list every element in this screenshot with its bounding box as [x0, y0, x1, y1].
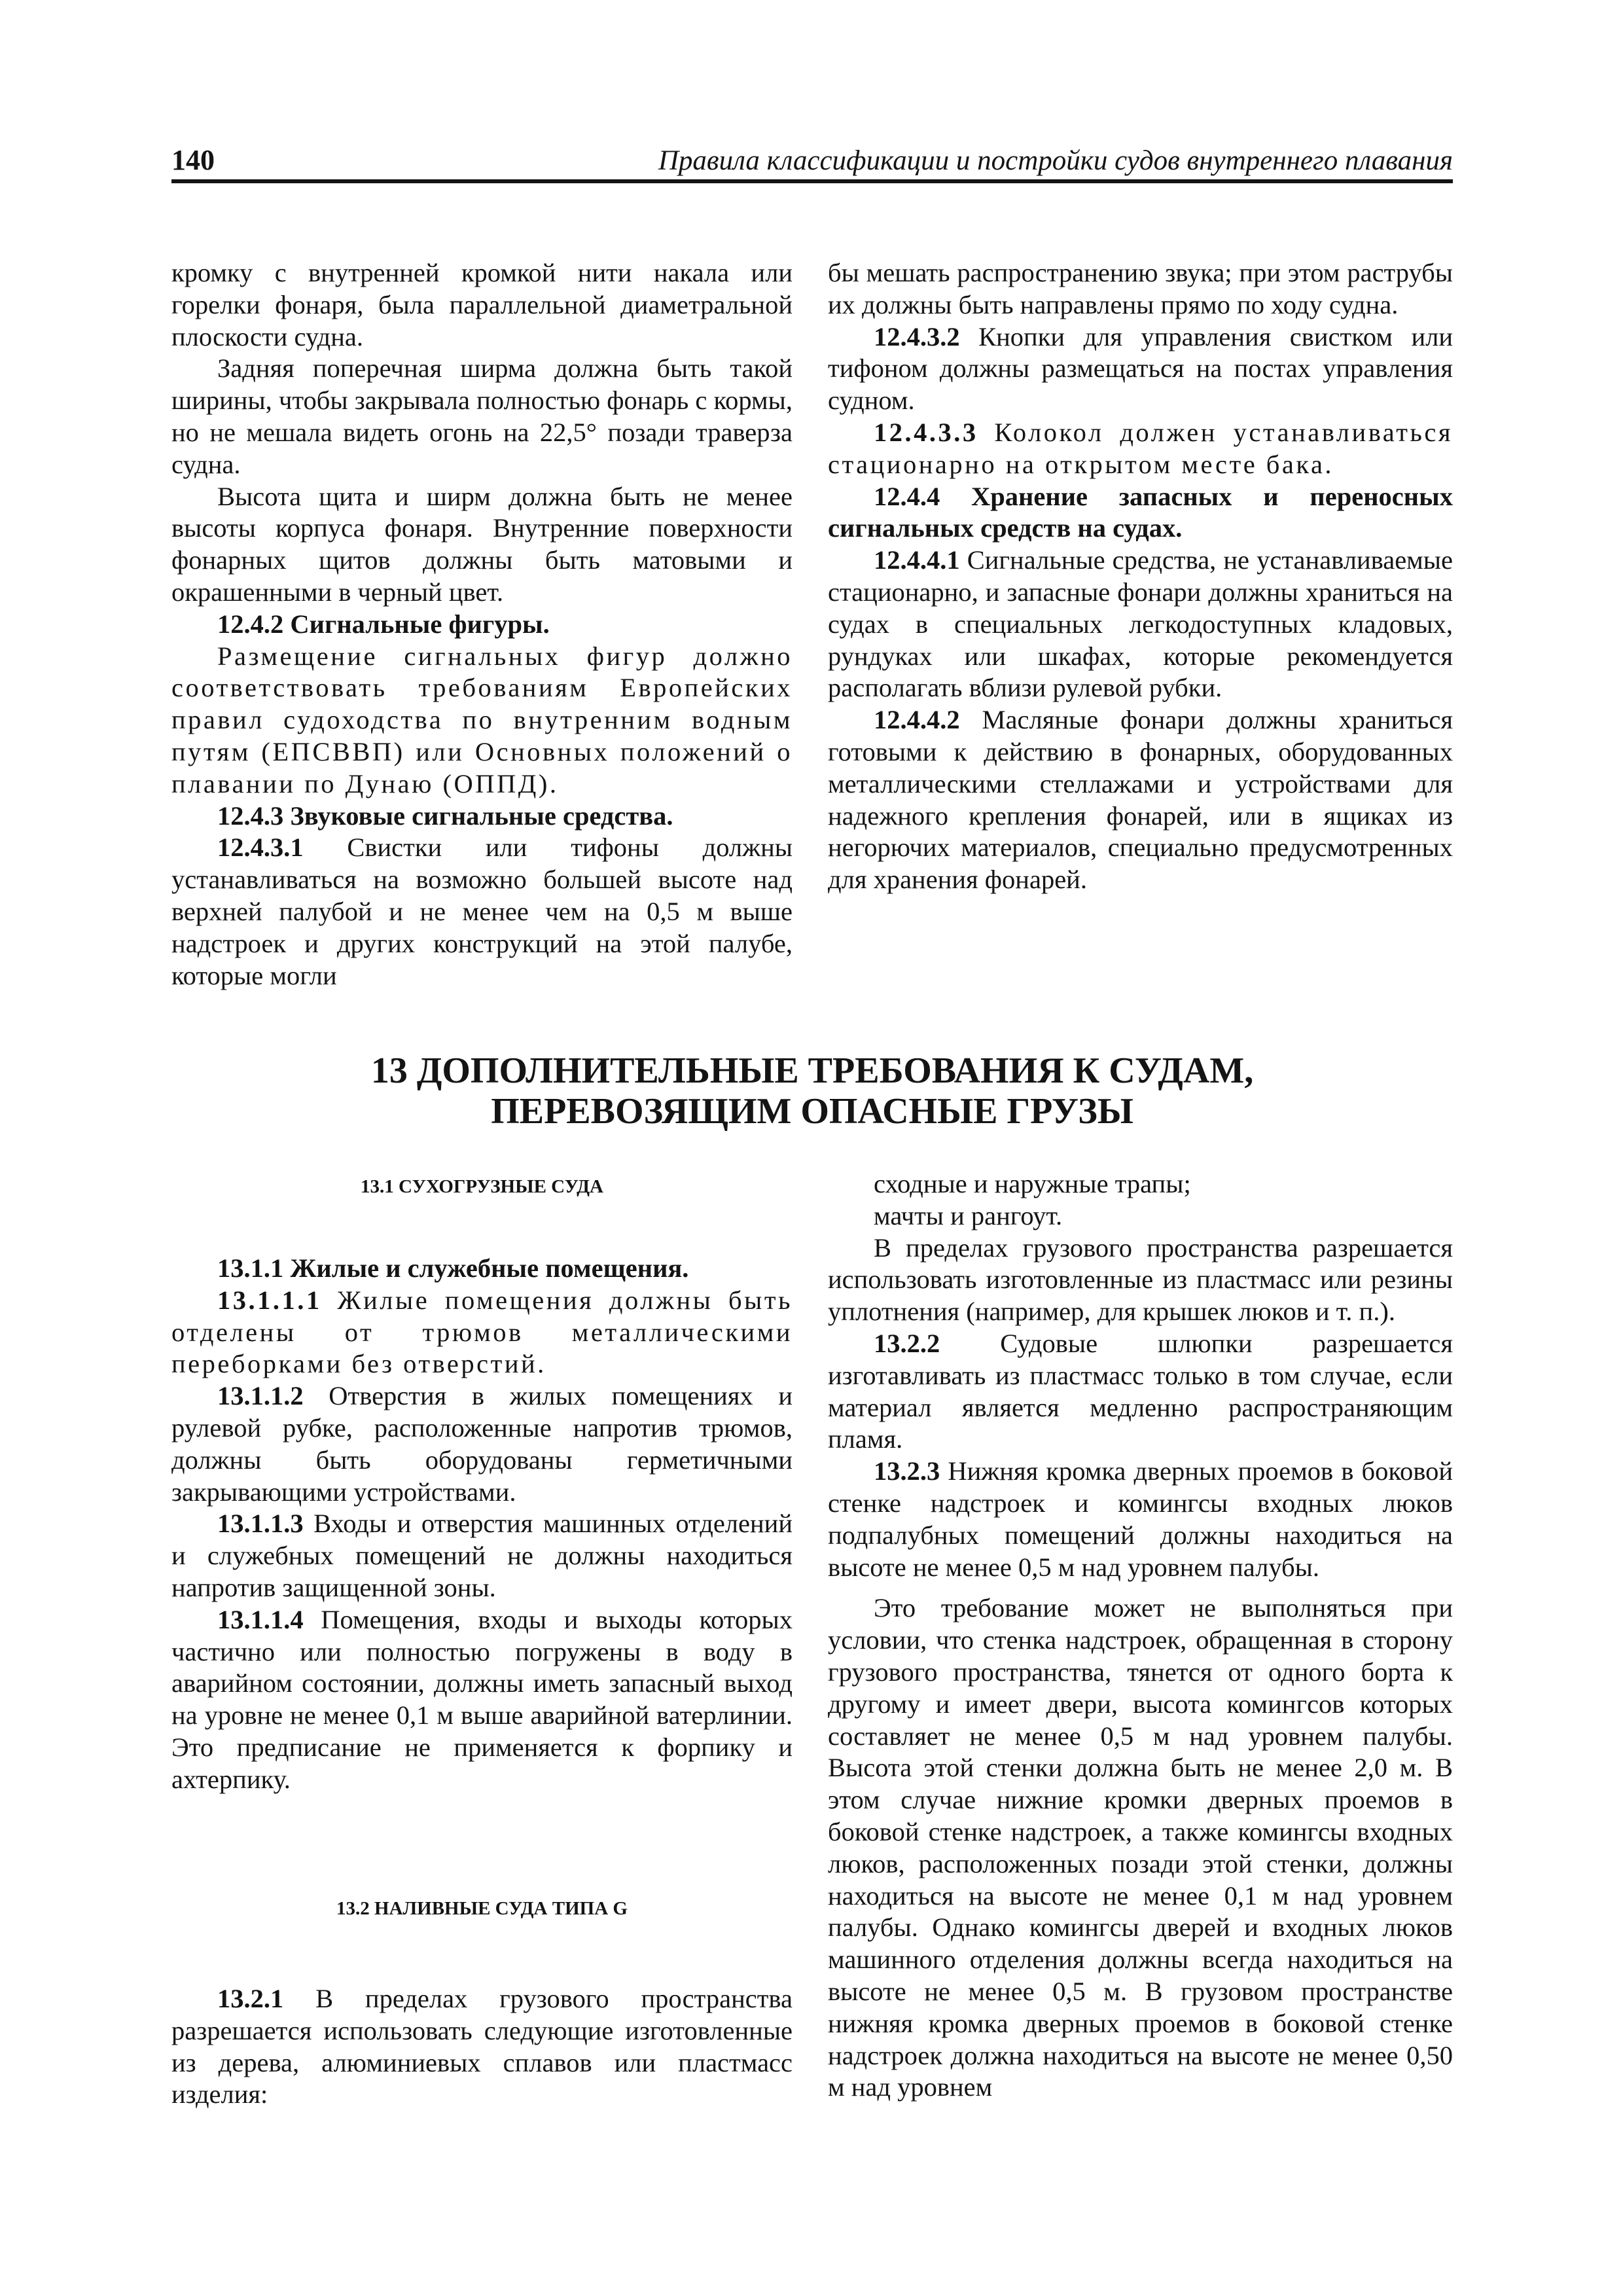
- numbered-paragraph: 12.4.4.1 Сигнальные средства, не устанавливаемые стационарно, и запасные фонари должны храниться на судах в специальных легкодоступных кладовых, рундуках или шкафах, которые рекомендуется располагать вблизи рулевой рубки.: [828, 545, 1453, 703]
- paragraph: Размещение сигнальных фигур должно соответствовать требованиям Европейских правил судоходства по внутренним водным путям (ЕПСВВП) или Основных положений о плавании по Дунаю (ОППД).: [171, 641, 793, 798]
- clause-number: 12.4.4.1: [874, 545, 960, 575]
- clause-number: 12.4.3.3: [874, 417, 978, 447]
- numbered-paragraph: 13.2.3 Нижняя кромка дверных проемов в боковой стенке надстроек и комингсы входных люков подпалубных помещений должны находиться на высоте не менее 0,5 м над уровнем палубы.: [828, 1456, 1453, 1582]
- numbered-paragraph: 13.2.2 Судовые шлюпки разрешается изготавливать из пластмасс только в том случае, если материал является медленно распространяющим пламя.: [828, 1328, 1453, 1454]
- left-column-13-1: [171, 1253, 793, 1796]
- clause-number: 13.2.2: [874, 1328, 940, 1358]
- page-header: [171, 139, 1453, 183]
- section-title: 13 ДОПОЛНИТЕЛЬНЫЕ ТРЕБОВАНИЯ К СУДАМ, ПЕРЕВОЗЯЩИМ ОПАСНЫЕ ГРУЗЫ: [370, 1050, 1254, 1132]
- subsection-heading: 12.4.3 Звуковые сигнальные средства.: [217, 800, 673, 831]
- list-item: сходные и наружные трапы;: [874, 1169, 1191, 1198]
- clause-number: 13.2.3: [874, 1456, 940, 1486]
- right-column-top: [828, 257, 1453, 896]
- numbered-paragraph: 12.4.3.2 Кнопки для управления свистком или тифоном должны размещаться на постах управления судном.: [828, 321, 1453, 416]
- paragraph: кромку с внутренней кромкой нити накала или горелки фонаря, была параллельной диаметральной плоскости судна.: [171, 258, 793, 351]
- paragraph: Это требование может не выполняться при условии, что стенка надстроек, обращенная в сторону грузового пространства, тянется от одного борта к другому и имеет двери, высота комингсов которых составляет не менее 0,5 м над уровнем палубы. Высота этой стенки должна быть не менее 2,0 м. В этом случае нижние кромки дверных проемов в боковой стенке надстроек, а также комингсы входных люков, расположенных позади этой стенки, должны находиться на высоте не менее 0,1 м над уровнем палубы. Однако комингсы дверей и входных люков машинного отделения должны всегда находиться на высоте не менее 0,5 м. В грузовом пространстве нижняя кромка дверных проемов в боковой стенке надстроек должна находиться на высоте не менее 0,50 м над уровнем: [828, 1593, 1453, 2102]
- subsection-heading: 12.4.2 Сигнальные фигуры.: [217, 609, 550, 639]
- clause-number: 13.2.1: [217, 1984, 284, 2013]
- list-item: мачты и рангоут.: [874, 1200, 1063, 1230]
- subsection-heading: 13.1.1 Жилые и служебные помещения.: [217, 1253, 689, 1283]
- left-column-top: [171, 257, 793, 992]
- clause-number: 12.4.3.1: [217, 833, 304, 863]
- numbered-paragraph: 13.2.1 В пределах грузового пространства разрешается использовать следующие изготовленные из дерева, алюминиевых сплавов или пластмасс изделия:: [171, 1984, 793, 2109]
- numbered-paragraph: 12.4.3.1 Свистки или тифоны должны устанавливаться на возможно большей высоте над верхней палубой и не менее чем на 0,5 м выше надстроек и других конструкций на этой палубе, которые могли: [171, 833, 793, 990]
- clause-number: 12.4.4.2: [874, 705, 960, 735]
- clause-number: 13.1.1.2: [217, 1381, 304, 1411]
- right-column-bottom: [828, 1168, 1453, 2104]
- numbered-paragraph: 13.1.1.2 Отверстия в жилых помещениях и рулевой рубке, расположенные напротив трюмов, должны быть оборудованы герметичными закрывающими устройствами.: [171, 1381, 793, 1507]
- numbered-paragraph: 12.4.4.2 Масляные фонари должны храниться готовыми к действию в фонарных, оборудованных металлическими стеллажами и устройствами для надежного крепления фонарей, или в ящиках из негорючих материалов, специально предусмотренных для хранения фонарей.: [828, 705, 1454, 895]
- subsection-title-13-1: 13.1 СУХОГРУЗНЫЕ СУДА: [361, 1176, 603, 1197]
- left-column-13-2: [171, 1983, 793, 2111]
- running-title: Правила классификации и постройки судов внутреннего плавания: [658, 145, 1453, 176]
- clause-number: 12.4.3.2: [874, 321, 960, 351]
- paragraph: Задняя поперечная ширма должна быть такой ширины, чтобы закрывала полностью фонарь с кормы, но не мешала видеть огонь на 22,5° позади траверза судна.: [171, 353, 793, 479]
- numbered-paragraph: 13.1.1.1 Жилые помещения должны быть отделены от трюмов металлическими переборками без отверстий.: [171, 1285, 793, 1379]
- paragraph: бы мешать распространению звука; при этом раструбы их должны быть направлены прямо по ходу судна.: [828, 258, 1453, 319]
- numbered-paragraph: 12.4.3.3 Колокол должен устанавливаться стационарно на открытом месте бака.: [828, 417, 1453, 479]
- page-number: 140: [171, 144, 215, 176]
- numbered-paragraph: 13.1.1.4 Помещения, входы и выходы которых частично или полностью погружены в воду в аварийном состоянии, должны иметь запасный выход на уровне не менее 0,1 м выше аварийной ватерлинии. Это предписание не применяется к форпику и ахтерпику.: [171, 1604, 793, 1794]
- paragraph: Высота щита и ширм должна быть не менее высоты корпуса фонаря. Внутренние поверхности фонарных щитов должны быть матовыми и окрашенными в черный цвет.: [171, 481, 793, 607]
- numbered-paragraph: 13.1.1.3 Входы и отверстия машинных отделений и служебных помещений не должны находиться напротив защищенной зоны.: [171, 1509, 793, 1602]
- clause-number: 13.1.1.1: [217, 1285, 322, 1315]
- subsection-title-13-2: 13.2 НАЛИВНЫЕ СУДА ТИПА G: [336, 1898, 628, 1919]
- clause-number: 13.1.1.3: [217, 1509, 304, 1539]
- clause-number: 13.1.1.4: [217, 1604, 304, 1634]
- subsection-heading: 12.4.4 Хранение запасных и переносных сигнальных средств на судах.: [828, 481, 1453, 543]
- paragraph: В пределах грузового пространства разрешается использовать изготовленные из пластмасс или резины уплотнения (например, для крышек люков и т. п.).: [828, 1232, 1453, 1327]
